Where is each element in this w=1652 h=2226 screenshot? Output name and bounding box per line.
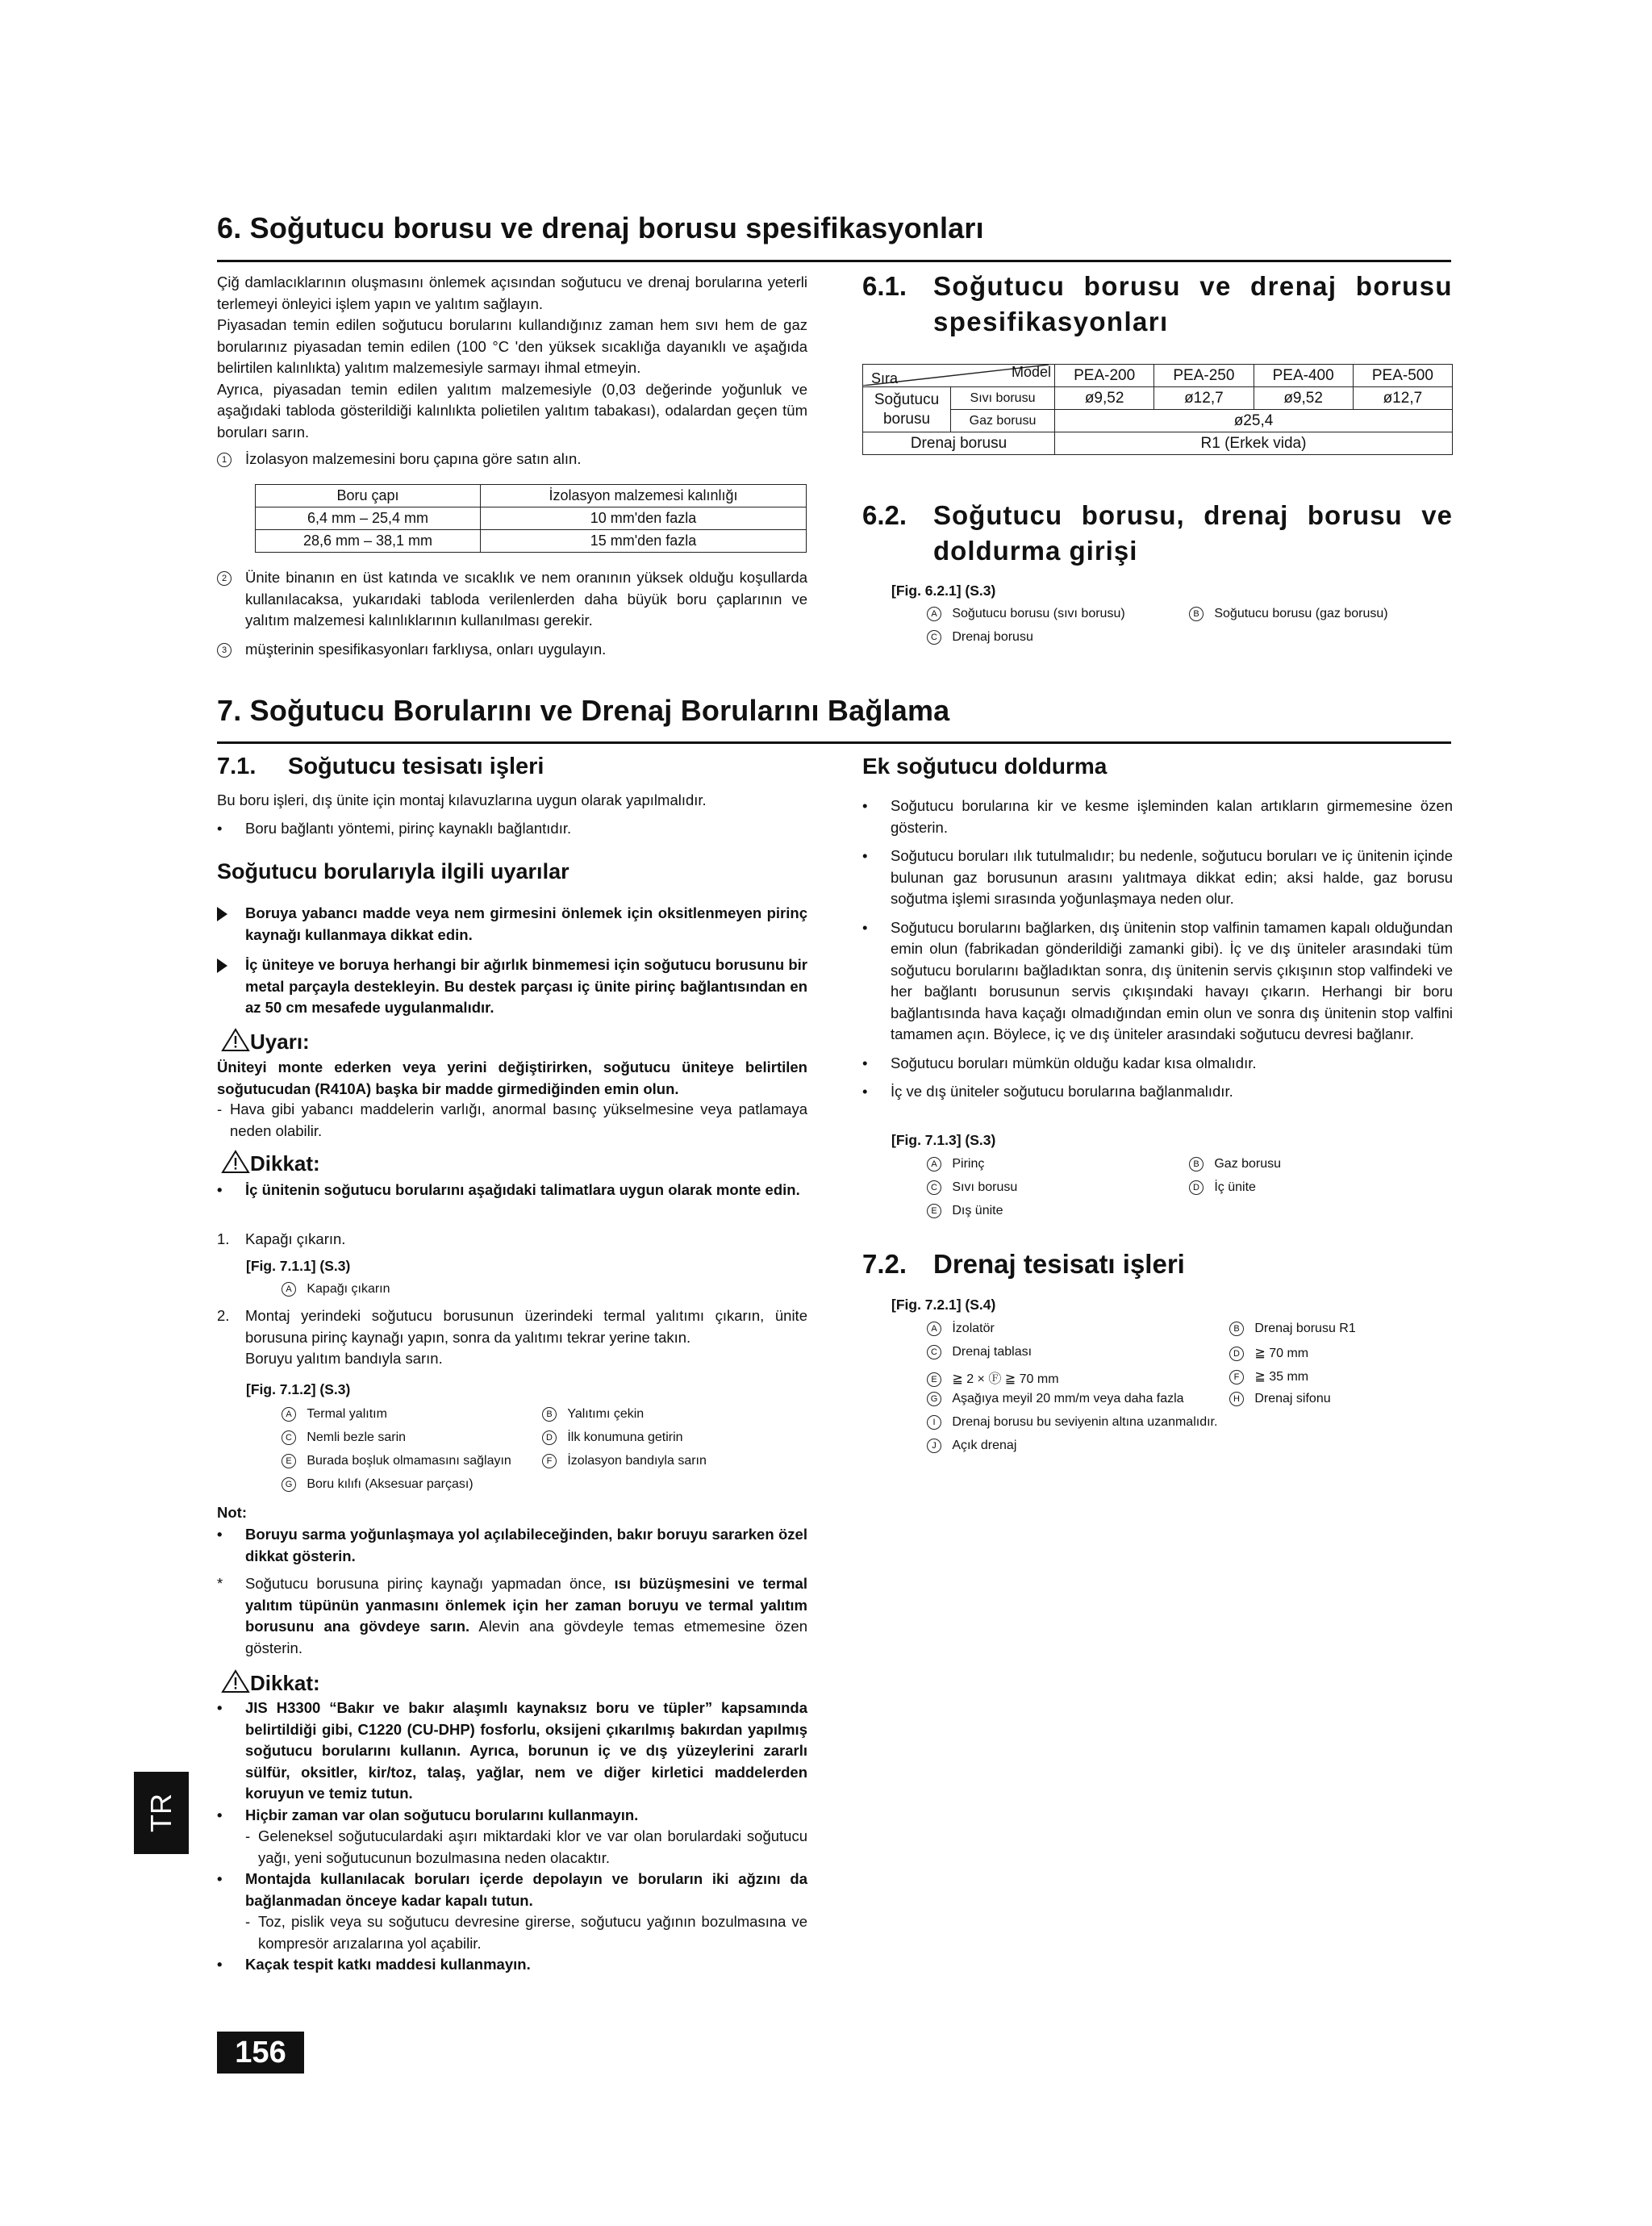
arrow-right-icon	[217, 958, 227, 973]
section-7-2-heading: 7.2. Drenaj tesisatı işleri	[862, 1249, 1185, 1279]
section-7-1-heading: 7.1. Soğutucu tesisatı işleri	[217, 754, 544, 779]
section-6-title: 6. Soğutucu borusu ve drenaj borusu spesifikasyonları	[217, 211, 984, 244]
table-cell: ø12,7	[1154, 387, 1254, 410]
step-1: 1. Kapağı çıkarın.	[217, 1230, 346, 1247]
legend-item: H Drenaj sifonu	[1229, 1392, 1331, 1406]
figure-reference: [Fig. 7.1.2] (S.3)	[246, 1381, 351, 1397]
figure-reference: [Fig. 6.2.1] (S.3)	[891, 583, 996, 599]
row-label: Gaz borusu	[951, 410, 1055, 432]
legend-item: A Termal yalıtım	[282, 1407, 387, 1422]
table-cell: 6,4 mm – 25,4 mm	[256, 507, 481, 530]
section-7-rule	[217, 741, 1451, 744]
legend-item: A Kapağı çıkarın	[282, 1282, 390, 1297]
table-header: İzolasyon malzemesi kalınlığı	[481, 485, 807, 507]
bullet-item: • Boru bağlantı yöntemi, pirinç kaynaklı bağlantıdır.	[217, 820, 572, 837]
model-diagonal-cell	[863, 365, 1055, 387]
row-label: Drenaj borusu	[863, 432, 1055, 455]
warning-title: Uyarı:	[221, 1028, 310, 1055]
additional-charge-heading: Ek soğutucu doldurma	[862, 754, 1108, 779]
section-6-rule	[217, 260, 1451, 262]
warning-triangle-icon	[221, 1150, 250, 1174]
circled-number: 1	[217, 453, 232, 467]
step-2: 2. Montaj yerindeki soğutucu borusunun üzerindeki termal yalıtımı çıkarın, ünite borusuna pirinç kaynağı yapın, sonra da yalıtımı tekrar yerine takın. Boruyu yalıtım bandıyla sarın.	[217, 1307, 807, 1367]
model-header: PEA-500	[1353, 365, 1452, 387]
legend-item: C Sıvı borusu	[927, 1180, 1017, 1195]
section-6-intro	[217, 272, 807, 443]
arrow-right-icon	[217, 907, 227, 921]
figure-reference: [Fig. 7.2.1] (S.4)	[891, 1297, 996, 1313]
caution-title: Dikkat:	[221, 1669, 320, 1696]
row-group-label: Soğutucu borusu	[863, 387, 951, 432]
spec-table	[862, 364, 1453, 455]
table-cell: ø12,7	[1353, 387, 1452, 410]
section-7-title: 7. Soğutucu Borularını ve Drenaj Borularını Bağlama	[217, 694, 950, 727]
legend-item: E ≧ 2 × Ⓕ ≧ 70 mm	[927, 1368, 1059, 1387]
legend-item: A Soğutucu borusu (sıvı borusu)	[927, 607, 1125, 621]
language-tab-label: TR	[144, 1794, 177, 1832]
column-label: Model	[1011, 364, 1051, 380]
note-1: 1 İzolasyon malzemesini boru çapına göre satın alın.	[217, 449, 807, 470]
figure-reference: [Fig. 7.1.1] (S.3)	[246, 1258, 351, 1274]
model-header: PEA-400	[1254, 365, 1353, 387]
warning-text: Üniteyi monte ederken veya yerini değiştirirken, soğutucu üniteye belirtilen soğutucudan (R410A) başka bir madde girmediğinden emin olun.	[217, 1059, 807, 1097]
row-label: Sıvı borusu	[951, 387, 1055, 410]
legend-item: E Burada boşluk olmamasını sağlayın	[282, 1454, 511, 1468]
row-label: Sıra	[871, 370, 899, 386]
warnings-heading: Soğutucu borularıyla ilgili uyarılar	[217, 859, 569, 883]
note-label: Not:	[217, 1504, 247, 1521]
warning-item: İç üniteye ve boruya herhangi bir ağırlık binmemesi için soğutucu borusunu bir metal parçayla destekleyin. Bu destek parçası iç ünite pirinç bağlantısından en az 50 cm mesafede uygulanmalıdır.	[217, 954, 807, 1019]
legend-item: I Drenaj borusu bu seviyenin altına uzanmalıdır.	[927, 1415, 1217, 1430]
table-cell: ø9,52	[1254, 387, 1353, 410]
note-2: 2 Ünite binanın en üst katında ve sıcaklık ve nem oranının yüksek olduğu koşullarda kullanılacaksa, yukarıdaki tabloda verilenlerden daha büyük boru çaplarının ve yalıtım malzemesi kalınlıklarının kullanılması gerekir.	[217, 567, 807, 632]
warning-subtext: - Hava gibi yabancı maddelerin varlığı, anormal basınç yükselmesine veya patlamaya neden olabilir.	[217, 1100, 807, 1139]
page-number: 156	[235, 2035, 286, 2069]
section-6-2-heading: 6.2. Soğutucu borusu, drenaj borusu ve doldurma girişi	[862, 500, 1453, 566]
legend-item: B Soğutucu borusu (gaz borusu)	[1189, 607, 1388, 621]
model-header: PEA-250	[1154, 365, 1254, 387]
page-number-box	[217, 2032, 304, 2074]
asterisk-note: * Soğutucu borusuna pirinç kaynağı yapmadan önce, ısı büzüşmesini ve termal yalıtım tüpünün yanmasını önlemek için her zaman boruyu ve termal yalıtım borusunu ana gövdeye sarın. Alevin ana gövdeyle temas etmemesine özen gösterin.	[217, 1575, 807, 1656]
note-item: • Boruyu sarma yoğunlaşmaya yol açılabileceğinden, bakır boruyu sararken özel dikkat gösterin.	[217, 1526, 807, 1564]
legend-item: B Yalıtımı çekin	[542, 1407, 644, 1422]
caution-list: • JIS H3300 “Bakır ve bakır alaşımlı kaynaksız boru ve tüpler” kapsamında belirtildiği gibi, C1220 (CU-DHP) fosforlu, oksijeni çıkarılmış bakırdan yapılmış soğutucu borularını kullanın. Ayrıca, borunun iç ve dış yüzeylerini zararlı sülfür, oksitler, kir/toz, talaş, yağlar, nem ve diğer kirletici maddelerden koruyun ve temiz tutun. • Hiçbir zaman var olan soğutucu borularını kullanmayın. - Geleneksel soğutuculardaki aşırı miktardaki klor ve var olan borulardaki soğutucu yağı, yeni soğutucunun bozulmasına neden olacaktır. • Montajda kullanılacak boruları içerde depolayın ve boruların iki ağzını da bağlanmadan önceye kadar kapalı tutun. - Toz, pislik veya su soğutucu devresine girerse, soğutucu yağının bozulmasına ve kompresör arızalarına yol açabilir. • Kaçak tespit katkı maddesi kullanmayın.	[217, 1699, 807, 1973]
warning-item: Boruya yabancı madde veya nem girmesini önlemek için oksitlenmeyen pirinç kaynağı kullanmaya dikkat edin.	[217, 903, 807, 946]
legend-item: C Drenaj borusu	[927, 630, 1033, 645]
legend-item: D İlk konumuna getirin	[542, 1430, 683, 1445]
section-6-1-heading: 6.1. Soğutucu borusu ve drenaj borusu spesifikasyonları	[862, 271, 1453, 336]
legend-item: G Boru kılıfı (Aksesuar parçası)	[282, 1477, 473, 1492]
table-cell: 10 mm'den fazla	[481, 507, 807, 530]
model-header: PEA-200	[1055, 365, 1154, 387]
legend-item: F İzolasyon bandıyla sarın	[542, 1454, 707, 1468]
warning-triangle-icon	[221, 1028, 250, 1052]
legend-item: D ≧ 70 mm	[1229, 1345, 1308, 1361]
intro-paragraph: Ayrıca, piyasadan temin edilen yalıtım malzemesiyle (0,03 değerinde yoğunluk ve aşağıdaki tabloda gösterildiği kalınlıkta polietilen yalıtım tabakası), odalardan geçen tüm boruları sarın.	[217, 380, 807, 441]
legend-item: D İç ünite	[1189, 1180, 1256, 1195]
legend-item: G Aşağıya meyil 20 mm/m veya daha fazla	[927, 1392, 1184, 1406]
figure-reference: [Fig. 7.1.3] (S.3)	[891, 1132, 996, 1148]
table-header: Boru çapı	[256, 485, 481, 507]
circled-number: 2	[217, 571, 232, 586]
intro-paragraph: Çiğ damlacıklarının oluşmasını önlemek açısından soğutucu ve drenaj borularına yeterli terlemeyi önleyici işlem yapın ve yalıtım sağlayın.	[217, 274, 807, 312]
section-7-1-intro: Bu boru işleri, dış ünite için montaj kılavuzlarına uygun olarak yapılmalıdır.	[217, 791, 707, 808]
table-cell: R1 (Erkek vida)	[1055, 432, 1453, 455]
additional-charge-list: • Soğutucu borularına kir ve kesme işleminden kalan artıkların girmemesine özen gösterin. • Soğutucu boruları ılık tutulmalıdır; bu nedenle, soğutucu boruları ve iç ünitenin içinde bulunan gaz borusunun arasını yalıtmaya dikkat edin; aksi halde, gaz borusu soğutma işlemi sırasında yoğunlaşmaya neden olur. • Soğutucu borularını bağlarken, dış ünitenin stop valfinin tamamen kapalı olduğundan emin olun (fabrikadan gönderildiği zamanki gibi). İç ve dış üniteler arasındaki tüm soğutucu borularını bağladıktan sonra, dış ünitenin servis çıkışının stop valfindeki ve her bağlantı borusunun servis çıkışındaki havayı çıkarın. Herhangi bir boru bağlantısında hava kaçağı olmadığından emin olun ve sonra dış ünitenin stop valfini tamamen açın. Böylece, iç ve dış üniteler arasındaki soğutucu devresi bağlanır. • Soğutucu boruları mümkün olduğu kadar kısa olmalıdır. • İç ve dış üniteler soğutucu borularına bağlanmalıdır.	[862, 797, 1453, 1100]
caution-item: • İç ünitenin soğutucu borularını aşağıdaki talimatlara uygun olarak monte edin.	[217, 1181, 800, 1198]
legend-item: E Dış ünite	[927, 1204, 1003, 1218]
table-cell: ø9,52	[1055, 387, 1154, 410]
table-cell: 15 mm'den fazla	[481, 530, 807, 553]
intro-paragraph: Piyasadan temin edilen soğutucu borularını kullandığınız zaman hem sıvı hem de gaz borularınız piyasadan temin edilen (100 °C 'den yüksek sıcaklığa dayanıklı ve aşağıda belirtilen kalınlıkta) yalıtım malzemesiyle sarmayı ihmal etmeyin.	[217, 316, 807, 376]
legend-item: J Açık drenaj	[927, 1439, 1016, 1453]
warning-triangle-icon	[221, 1669, 250, 1694]
insulation-table	[255, 484, 807, 553]
legend-item: B Gaz borusu	[1189, 1157, 1281, 1171]
table-cell: ø25,4	[1055, 410, 1453, 432]
circled-number: 3	[217, 643, 232, 658]
legend-item: C Drenaj tablası	[927, 1345, 1032, 1359]
legend-item: C Nemli bezle sarin	[282, 1430, 406, 1445]
legend-item: A İzolatör	[927, 1322, 995, 1336]
language-tab	[134, 1772, 189, 1854]
table-cell: 28,6 mm – 38,1 mm	[256, 530, 481, 553]
legend-item: B Drenaj borusu R1	[1229, 1322, 1356, 1336]
caution-title: Dikkat:	[221, 1150, 320, 1176]
legend-item: F ≧ 35 mm	[1229, 1368, 1308, 1384]
legend-item: A Pirinç	[927, 1157, 984, 1171]
note-3: 3 müşterinin spesifikasyonları farklıysa, onları uygulayın.	[217, 639, 807, 661]
